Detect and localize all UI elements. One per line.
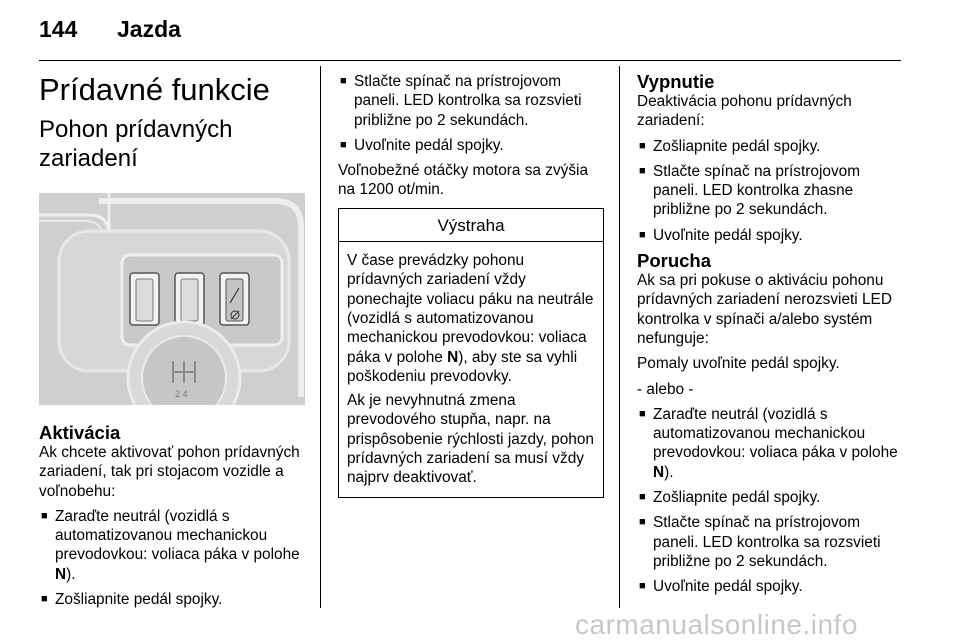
idle-note: Voľnobežné otáčky motora sa zvýšia na 1200 ot/min. <box>338 162 589 199</box>
page-number: 144 <box>39 16 78 42</box>
activation-steps-continued <box>338 72 606 155</box>
list-item: ■ Zošliapnite pedál spojky. <box>637 488 903 507</box>
section-subtitle: Pohon prídavných zariadení <box>39 116 233 172</box>
chapter-title: Jazda <box>117 16 181 42</box>
list-item: ■ Zaraďte neutrál (vozidlá s automatizovanou mechanickou prevodovkou: voliaca páka v polohe N). <box>39 507 307 584</box>
activation-intro: Ak chcete aktivovať pohon prídavných zariadení, tak pri stojacom vozidle a voľnobehu: <box>39 444 300 500</box>
left-column <box>39 72 307 615</box>
list-item: ■ Stlačte spínač na prístrojovom paneli. LED kontrolka zhasne približne po 2 sekundách. <box>637 162 903 220</box>
list-item: ■ Zaraďte neutrál (vozidlá s automatizovanou mechanickou prevodovkou: voliaca páka v polohe N). <box>637 405 903 482</box>
deactivation-steps <box>637 137 903 245</box>
warning-paragraph-1: V čase prevádzky pohonu prídavných zariadení vždy ponechajte voliacu páku na neutrále (vozidlá s automatizovanou mechanickou prevodovkou: voliaca páka v polohe N), aby ste sa vyhli poškodeniu prevodovky. <box>347 252 594 385</box>
activation-steps <box>39 507 307 609</box>
fault-steps <box>637 405 903 597</box>
header-rule <box>39 60 901 61</box>
switch-1 <box>130 273 159 325</box>
pto-switch-figure <box>39 193 305 405</box>
middle-column <box>338 72 606 498</box>
list-item: ■ Stlačte spínač na prístrojovom paneli. LED kontrolka sa rozsvieti približne po 2 sekundách. <box>338 72 606 130</box>
switch-2 <box>175 273 204 325</box>
pto-switch <box>220 273 249 325</box>
warning-paragraph-2: Ak je nevyhnutná zmena prevodového stupňa, napr. na prispôsobenie rýchlosti jazdy, pohon prídavných zariadení sa musí vždy najprv deaktivovať. <box>347 392 594 487</box>
or-separator: - alebo - <box>637 380 694 398</box>
warning-body <box>339 242 603 497</box>
list-item: ■ Uvoľnite pedál spojky. <box>637 577 903 596</box>
list-item: ■ Zošliapnite pedál spojky. <box>637 137 903 156</box>
gear-n: N <box>653 463 665 481</box>
gear-n: N <box>447 348 459 366</box>
deactivation-heading: Vypnutie <box>637 71 715 92</box>
list-item: ■ Uvoľnite pedál spojky. <box>338 136 606 155</box>
page-header <box>39 16 181 43</box>
gear-n: N <box>55 565 67 583</box>
shifter-gear-label: 2 4 <box>175 389 188 399</box>
warning-box <box>338 208 604 498</box>
fault-step: Pomaly uvoľnite pedál spojky. <box>637 355 840 373</box>
list-item: ■ Zošliapnite pedál spojky. <box>39 590 307 609</box>
warning-title: Výstraha <box>339 209 603 242</box>
activation-heading: Aktivácia <box>39 422 121 443</box>
list-item: ■ Stlačte spínač na prístrojovom paneli. LED kontrolka sa rozsvieti približne po 2 sekundách. <box>637 513 903 571</box>
fault-intro: Ak sa pri pokuse o aktiváciu pohonu prídavných zariadení nerozsvieti LED kontrolka v spínači a/alebo systém nefunguje: <box>637 272 892 347</box>
column-divider-1 <box>320 66 321 608</box>
list-item: ■ Uvoľnite pedál spojky. <box>637 226 903 245</box>
fault-heading: Porucha <box>637 250 712 272</box>
column-divider-2 <box>619 66 620 608</box>
site-watermark: carmanualsonline.info <box>575 609 858 640</box>
deactivation-intro: Deaktivácia pohonu prídavných zariadení: <box>637 93 852 130</box>
page-title: Prídavné funkcie <box>39 72 270 107</box>
right-column <box>637 72 903 603</box>
dashboard-illustration <box>39 193 305 405</box>
